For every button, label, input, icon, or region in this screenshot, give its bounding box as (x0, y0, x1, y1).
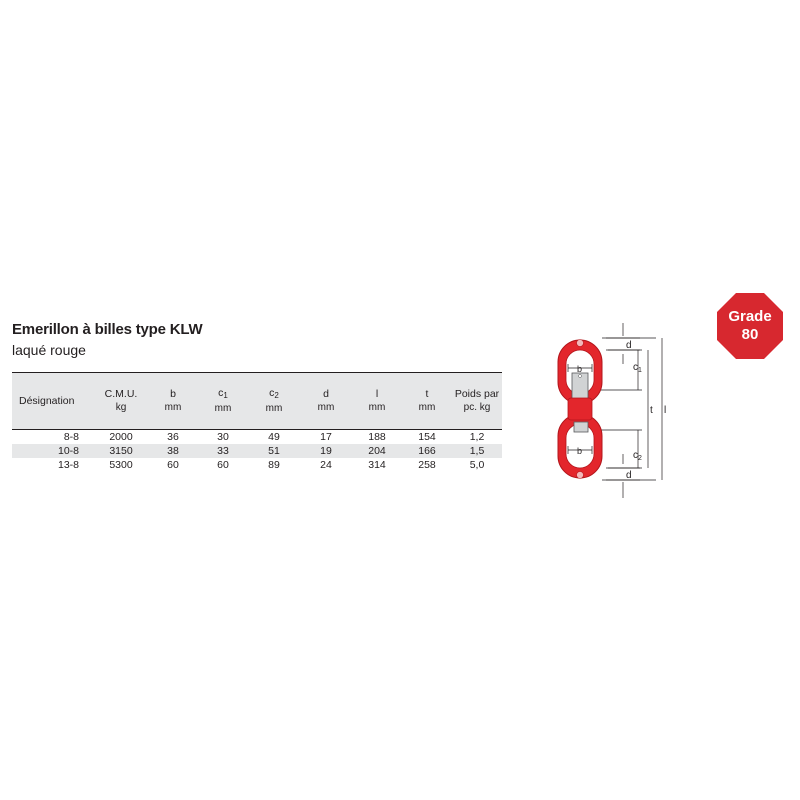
header-designation: Désignation (12, 373, 94, 430)
header-l: l mm (352, 373, 402, 430)
dimension-label-t: t (650, 405, 653, 416)
cell-weight: 5,0 (469, 459, 485, 471)
header-cmu: C.M.U. kg (94, 373, 148, 430)
cell-d: 17 (300, 430, 352, 445)
cell-b: 60 (167, 459, 179, 471)
cell-c2: 49 (248, 430, 300, 445)
dimension-label-b-bottom: b (577, 446, 583, 456)
dimension-label-d-bottom: d (626, 470, 632, 481)
dimension-label-d-top: d (626, 340, 632, 351)
cell-d: 19 (300, 444, 352, 458)
cell-designation: 8-8 (12, 430, 94, 445)
product-title: Emerillon à billes type KLW (12, 321, 203, 338)
cell-t: 258 (418, 459, 436, 471)
cell-cmu: 5300 (109, 459, 133, 471)
cell-cmu: 2000 (94, 430, 148, 445)
cell-l: 188 (352, 430, 402, 445)
cell-cmu: 3150 (94, 444, 148, 458)
header-b: b mm (148, 373, 198, 430)
cell-designation: 10-8 (12, 444, 94, 458)
cell-c1: 33 (198, 444, 248, 458)
cell-weight: 1,2 (452, 430, 502, 445)
cell-b: 36 (148, 430, 198, 445)
dimension-label-c1: $c_1$ (633, 362, 642, 374)
header-d: d mm (300, 373, 352, 430)
dimension-label-l: l (664, 405, 667, 416)
header-weight: Poids par pc. kg (452, 373, 502, 430)
product-subtitle: laqué rouge (12, 342, 86, 358)
dimension-label-c2: $c_2$ (633, 450, 642, 462)
badge-grade-number: 80 (741, 326, 759, 343)
badge-grade-label: Grade (728, 308, 772, 325)
cell-l: 204 (352, 444, 402, 458)
table-row (12, 444, 502, 458)
cell-c2: 89 (268, 459, 280, 471)
cell-b: 38 (148, 444, 198, 458)
cell-t: 166 (402, 444, 452, 458)
cell-l: 314 (368, 459, 386, 471)
table-row (12, 430, 502, 445)
specifications-table-body (12, 430, 502, 473)
cell-designation: 13-8 (57, 459, 79, 471)
cell-t: 154 (402, 430, 452, 445)
dimension-label-b-top: b (577, 364, 583, 374)
swivel-drawing-svg (540, 318, 700, 508)
header-c2: $c_2$ mm (248, 373, 300, 430)
cell-c2: 51 (248, 444, 300, 458)
header-c1: $c_1$ mm (198, 373, 248, 430)
swivel-technical-drawing (540, 318, 700, 508)
grade-80-badge (717, 293, 783, 359)
cell-c1: 30 (198, 430, 248, 445)
specifications-table-container (12, 372, 502, 472)
specifications-table (12, 372, 502, 472)
header-t: t mm (402, 373, 452, 430)
table-header-row (12, 373, 502, 430)
cell-c1: 60 (217, 459, 229, 471)
table-row (12, 458, 502, 472)
cell-d: 24 (320, 459, 332, 471)
cell-weight: 1,5 (452, 444, 502, 458)
